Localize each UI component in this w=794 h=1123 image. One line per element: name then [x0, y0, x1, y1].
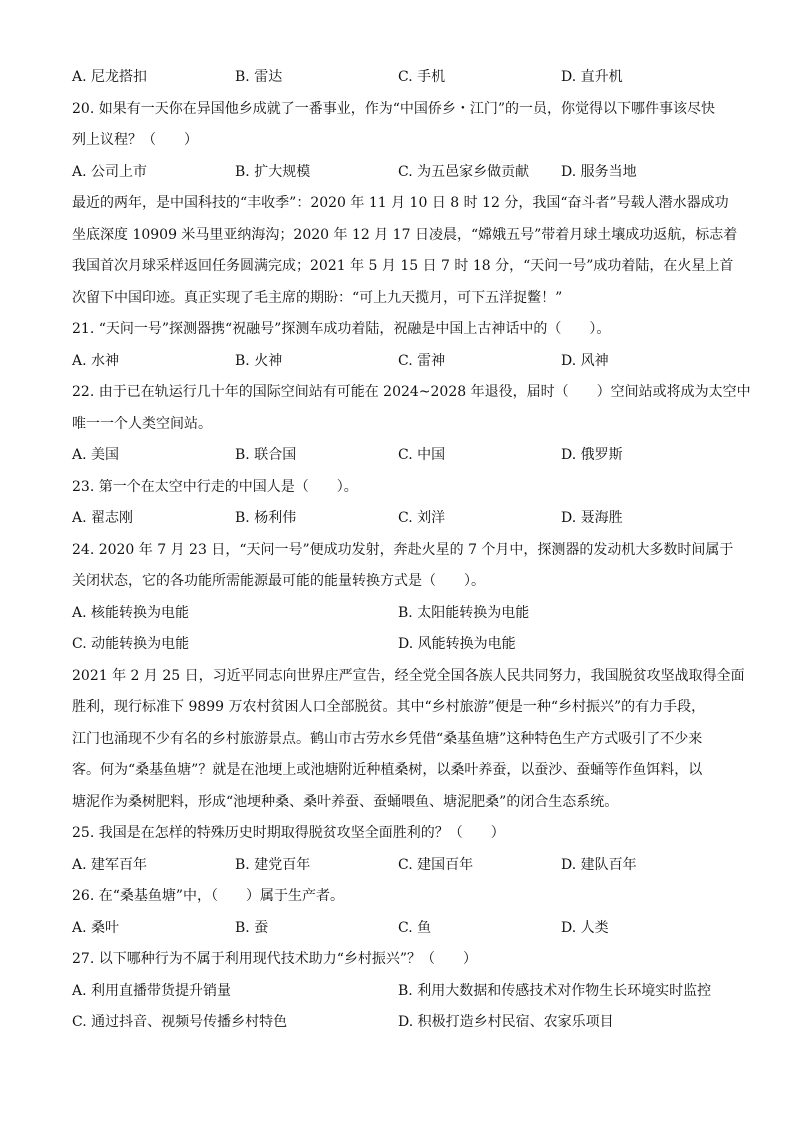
q24-stem-line: 24. 2020 年 7 月 23 日，“天问一号”便成功发射，奔赴火星的 7 个月中，探测器的发动机大多数时间属于	[72, 541, 734, 558]
q20-option-a: A. 公司上市	[72, 163, 148, 180]
q24-options-row2	[72, 629, 732, 661]
q25-option-c: C. 建国百年	[398, 856, 474, 873]
q25-options	[72, 850, 732, 882]
passage-rural-revitalization	[72, 661, 745, 819]
passage2-line: 客。何为“桑基鱼塘”？就是在池埂上或池塘附近种植桑树，以桑叶养蚕，以蚕沙、蚕蛹等作鱼饵料，以	[72, 762, 703, 778]
q24-option-a: A. 核能转换为电能	[72, 604, 190, 621]
q25-option-b: B. 建党百年	[235, 856, 311, 873]
question-27	[72, 944, 732, 1039]
q23-option-b: B. 杨利伟	[235, 510, 297, 526]
q26-options	[72, 913, 732, 945]
question-22	[72, 377, 751, 472]
passage1-line: 我国首次月球采样返回任务圆满完成；2021 年 5 月 15 日 7 时 18 分，“天问一号”成功着陆，在火星上首	[72, 258, 734, 274]
q23-option-c: C. 刘洋	[398, 510, 446, 526]
q23-option-a: A. 翟志刚	[72, 510, 134, 526]
question-26	[72, 881, 732, 944]
q22-stem-line: 唯一一个人类空间站。	[72, 415, 212, 432]
q20-options	[72, 157, 732, 189]
q21-option-c: C. 雷神	[398, 352, 446, 369]
q26-option-d: D. 人类	[561, 919, 609, 936]
q27-stem-line: 27. 以下哪种行为不属于利用现代技术助力“乡村振兴”？（ ）	[72, 951, 478, 967]
q24-options-row1	[72, 598, 732, 630]
q27-options-row1	[72, 976, 732, 1008]
exam-page	[72, 62, 751, 1039]
q20-option-c: C. 为五邑家乡做贡献	[398, 163, 530, 180]
q22-option-c: C. 中国	[398, 447, 446, 463]
q21-options	[72, 346, 732, 378]
q24-option-c: C. 动能转换为电能	[72, 636, 190, 652]
q25-stem-line: 25. 我国是在怎样的特殊历史时期取得脱贫攻坚全面胜利的？（ ）	[72, 825, 505, 841]
question-21	[72, 314, 732, 377]
q27-options-row2	[72, 1007, 732, 1039]
passage1-line: 坐底深度 10909 米马里亚纳海沟；2020 年 12 月 17 日凌晨，“嫦娥五号”带着月球土壤成功返航，标志着	[72, 226, 738, 243]
q24-option-d: D. 风能转换为电能	[398, 636, 516, 652]
q23-options	[72, 503, 732, 535]
q24-option-b: B. 太阳能转换为电能	[398, 604, 530, 621]
q25-option-a: A. 建军百年	[72, 856, 148, 873]
q22-option-d: D. 俄罗斯	[561, 447, 623, 463]
question-25	[72, 818, 732, 881]
q21-option-b: B. 火神	[235, 352, 283, 369]
q26-option-a: A. 桑叶	[72, 919, 120, 936]
q20-stem-line: 20. 如果有一天你在异国他乡成就了一番事业，作为“中国侨乡・江门”的一员，你觉得以下哪件事该尽快	[72, 100, 716, 117]
passage2-line: 江门也涌现不少有名的乡村旅游景点。鹤山市古劳水乡凭借“桑基鱼塘”这种特色生产方式吸引了不少来	[72, 730, 703, 747]
passage2-line: 2021 年 2 月 25 日，习近平同志向世界庄严宣告，经全党全国各族人民共同努力，我国脱贫攻坚战取得全面	[72, 667, 745, 684]
q19-option-d: D. 直升机	[561, 69, 623, 85]
q23-option-d: D. 聂海胜	[561, 510, 623, 526]
q22-stem-line: 22. 由于已在轨运行几十年的国际空间站有可能在 2024~2028 年退役，届时（ ）空间站或将成为太空中	[72, 384, 751, 400]
q27-option-d: D. 积极打造乡村民宿、农家乐项目	[398, 1014, 614, 1030]
question-20	[72, 94, 732, 189]
q27-option-a: A. 利用直播带货提升销量	[72, 982, 232, 999]
question-24	[72, 535, 732, 661]
q21-stem-line: 21. “天问一号”探测器携“祝融号”探测车成功着陆，祝融是中国上古神话中的（ ）。	[72, 321, 611, 337]
q20-option-b: B. 扩大规模	[235, 163, 311, 180]
passage2-line: 塘泥作为桑树肥料，形成“池埂种桑、桑叶养蚕、蚕蛹喂鱼、塘泥肥桑”的闭合生态系统。	[72, 793, 619, 810]
q26-option-c: C. 鱼	[398, 919, 432, 936]
q22-options	[72, 440, 732, 472]
q27-option-b: B. 利用大数据和传感技术对作物生长环境实时监控	[398, 982, 712, 999]
q21-option-d: D. 风神	[561, 352, 609, 369]
q25-option-d: D. 建队百年	[561, 856, 637, 873]
q19-option-a: A. 尼龙搭扣	[72, 69, 148, 85]
q24-stem-line: 关闭状态，它的各功能所需能源最可能的能量转换方式是（ ）。	[72, 573, 485, 589]
q23-stem-line: 23. 第一个在太空中行走的中国人是（ ）。	[72, 478, 358, 495]
q19-options	[72, 62, 732, 94]
q27-option-c: C. 通过抖音、视频号传播乡村特色	[72, 1014, 288, 1030]
passage2-line: 胜利，现行标准下 9899 万农村贫困人口全部脱贫。其中“乡村旅游”便是一种“乡村振兴”的有力手段，	[72, 699, 706, 715]
q26-stem-line: 26. 在“桑基鱼塘”中，（ ）属于生产者。	[72, 888, 345, 904]
q22-option-a: A. 美国	[72, 447, 120, 463]
q22-option-b: B. 联合国	[235, 447, 297, 463]
passage1-line: 次留下中国印迹。真正实现了毛主席的期盼：“可上九天揽月，可下五洋捉鳖！”	[72, 289, 563, 306]
q21-option-a: A. 水神	[72, 352, 120, 369]
passage-space-tech	[72, 188, 738, 314]
question-23	[72, 472, 732, 535]
q20-stem-line: 列上议程？（ ）	[72, 132, 198, 148]
q20-option-d: D. 服务当地	[561, 163, 637, 180]
passage1-line: 最近的两年，是中国科技的“丰收季”：2020 年 11 月 10 日 8 时 12 分，我国“奋斗者”号载人潜水器成功	[72, 195, 729, 211]
q19-option-b: B. 雷达	[235, 69, 283, 85]
q26-option-b: B. 蚕	[235, 919, 269, 936]
q19-option-c: C. 手机	[398, 69, 446, 85]
